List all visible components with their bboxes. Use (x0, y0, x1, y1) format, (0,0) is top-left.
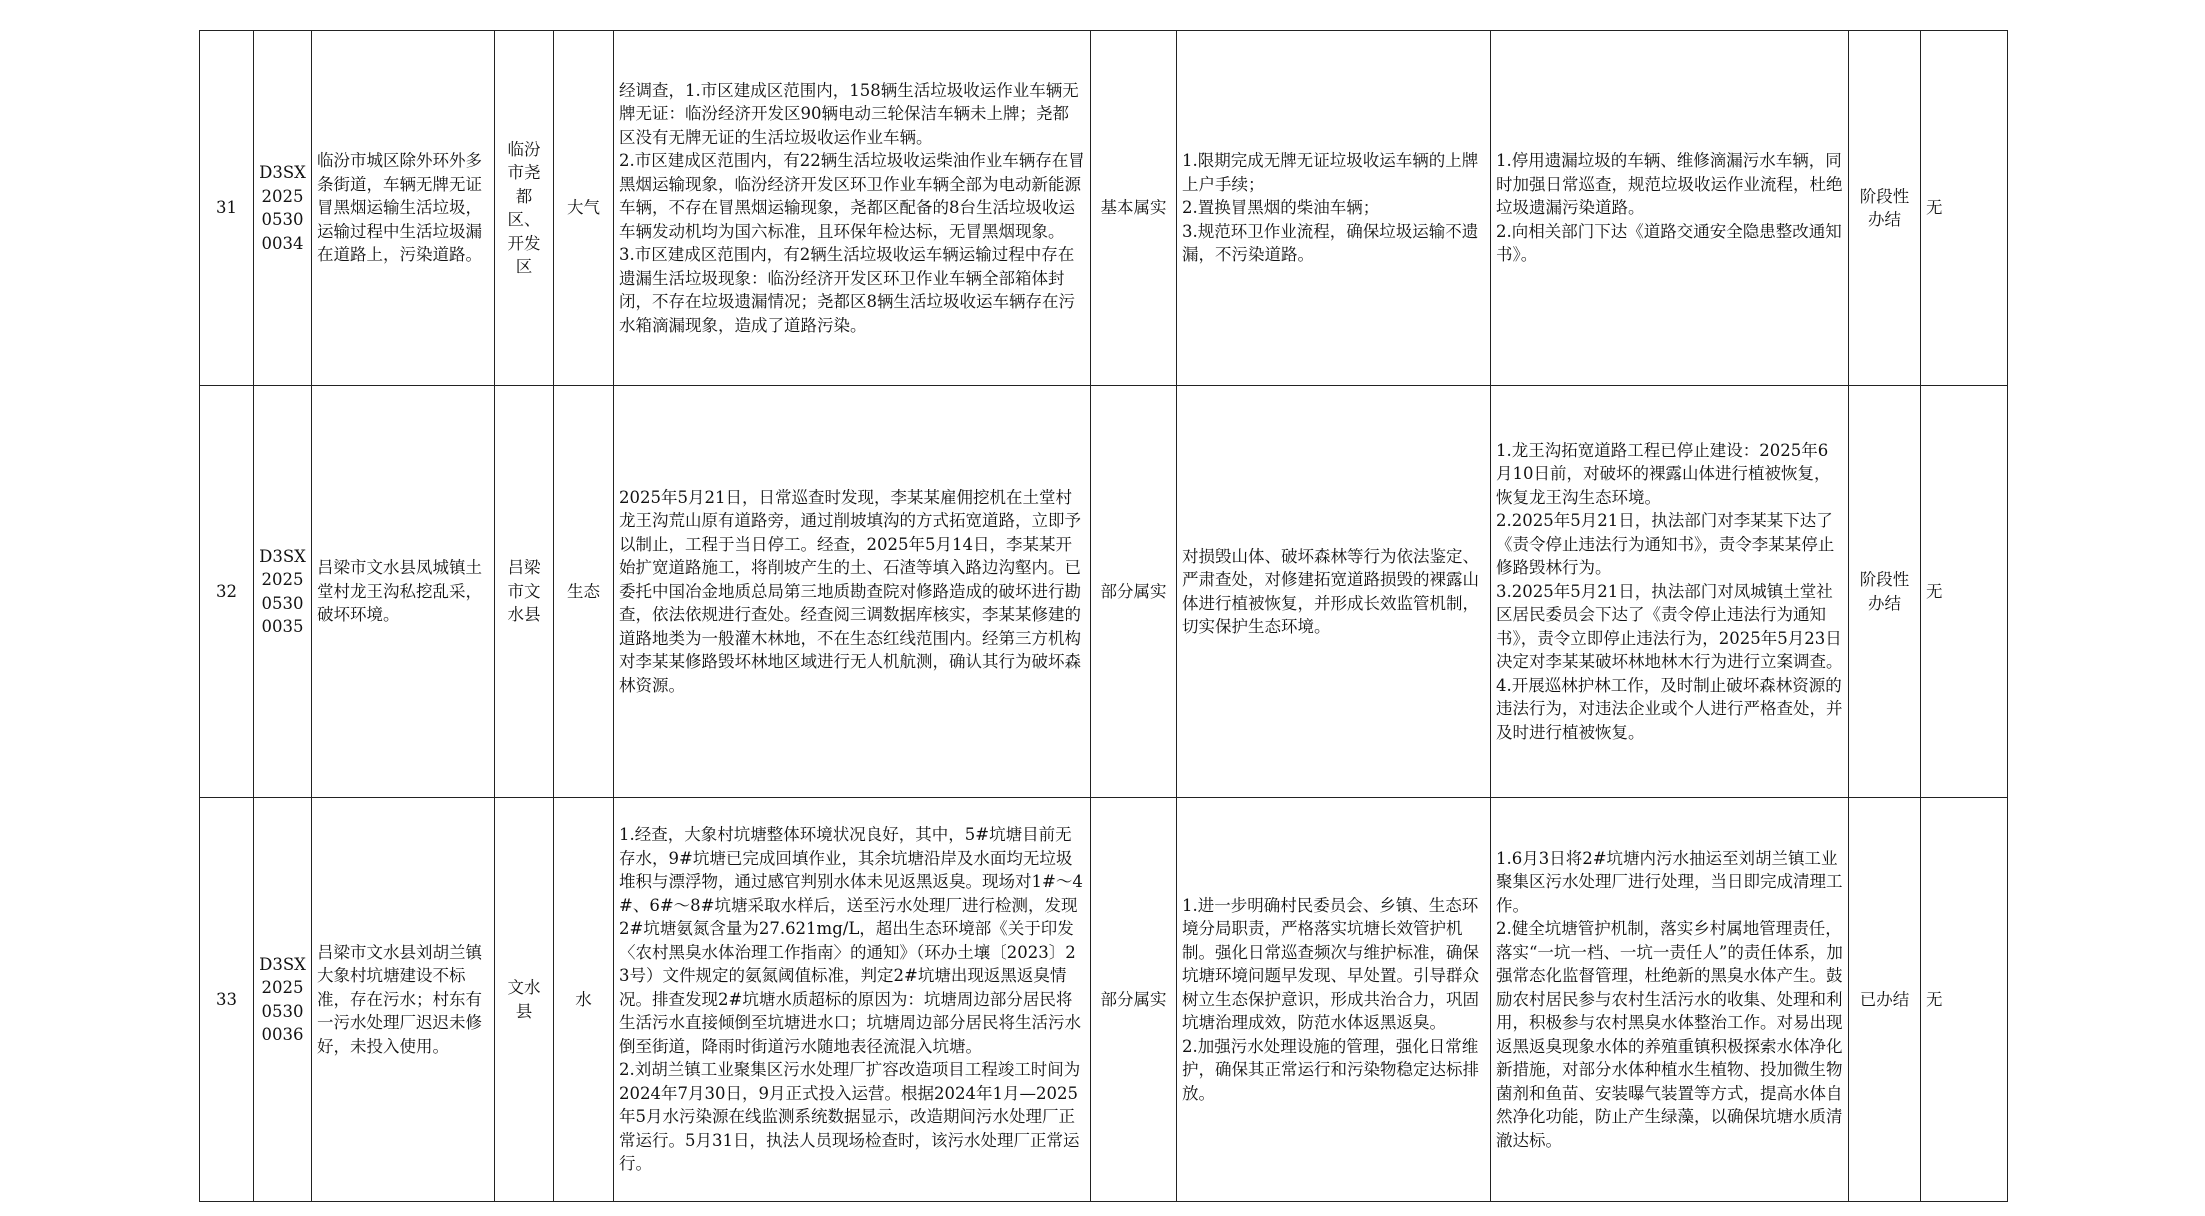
verdict: 部分属实 (1091, 798, 1177, 1202)
table-row (200, 386, 2008, 798)
investigation-paragraph: 2025年5月21日，日常巡查时发现，李某某雇佣挖机在土堂村龙王沟荒山原有道路旁，通过削坡填沟的方式拓宽道路，立即予以制止，工程于当日停工。经查，2025年5月14日，李某某开始扩宽道路施工，将削坡产生的土、石渣等填入路边沟壑内。已委托中国冶金地质总局第三地质勘查院对修路造成的破坏进行勘查，依法依规进行查处。经查阅三调数据库核实，李某某修建的道路地类为一般灌木林地，不在生态红线范围内。经第三方机构对李某某修路毁坏林地区域进行无人机航测，确认其行为破坏森林资源。 (619, 487, 1081, 695)
table-row (200, 798, 2008, 1202)
accountability: 无 (1921, 31, 2008, 386)
accountability: 无 (1921, 798, 2008, 1202)
region: 吕梁市文水县 (495, 386, 554, 798)
investigation-cell (614, 31, 1091, 386)
complaint-content: 吕梁市文水县凤城镇土堂村龙王沟私挖乱采，破坏环境。 (312, 386, 495, 798)
pollution-category: 水 (554, 798, 614, 1202)
measure-item: 1.限期完成无牌无证垃圾收运车辆的上牌上户手续； (1182, 151, 1479, 194)
region: 临汾市尧都区、开发区 (495, 31, 554, 386)
complaint-table (199, 30, 2008, 1202)
case-code: D3SX202505300034 (254, 31, 312, 386)
row-number: 32 (200, 386, 254, 798)
investigation-paragraph: 2.刘胡兰镇工业聚集区污水处理厂扩容改造项目工程竣工时间为2024年7月30日，9月正式投入运营。根据2024年1月—2025年5月水污染源在线监测系统数据显示，改造期间污水处理厂正常运行。5月31日，执法人员现场检查时，该污水处理厂正常运行。 (619, 1060, 1081, 1174)
result-item: 3.2025年5月21日，执法部门对凤城镇土堂社区居民委员会下达了《责令停止违法行为通知书》，责令立即停止违法行为，2025年5月23日决定对李某某破坏林地林木行为进行立案调查。 (1496, 581, 1843, 672)
results-cell (1491, 31, 1849, 386)
result-item: 4.开展巡林护林工作，及时制止破坏森林资源的违法行为，对违法企业或个人进行严格查处，并及时进行植被恢复。 (1496, 675, 1843, 742)
status: 阶段性办结 (1849, 31, 1921, 386)
verdict: 基本属实 (1091, 31, 1177, 386)
investigation-paragraph: 2.市区建成区范围内，有22辆生活垃圾收运柴油作业车辆存在冒黑烟运输现象，临汾经济开发区环卫作业车辆全部为电动新能源车辆，不存在冒黑烟运输现象，尧都区配备的8台生活垃圾收运车辆发动机均为国六标准，且环保年检达标，无冒黑烟现象。 (619, 151, 1085, 241)
investigation-cell (614, 386, 1091, 798)
measures-cell (1177, 386, 1491, 798)
results-cell (1491, 798, 1849, 1202)
case-code: D3SX202505300036 (254, 798, 312, 1202)
case-code: D3SX202505300035 (254, 386, 312, 798)
investigation-paragraph: 经调查，1.市区建成区范围内，158辆生活垃圾收运作业车辆无牌无证：临汾经济开发区90辆电动三轮保洁车辆未上牌；尧都区没有无牌无证的生活垃圾收运作业车辆。 (619, 80, 1079, 147)
result-item: 2.2025年5月21日，执法部门对李某某下达了《责令停止违法行为通知书》，责令李某某停止修路毁林行为。 (1496, 511, 1835, 578)
status: 阶段性办结 (1849, 386, 1921, 798)
measure-item: 3.规范环卫作业流程，确保垃圾运输不遗漏，不污染道路。 (1182, 221, 1479, 265)
investigation-paragraph: 1.经查，大象村坑塘整体环境状况良好，其中，5#坑塘目前无存水，9#坑塘已完成回填作业，其余坑塘沿岸及水面均无垃圾堆积与漂浮物，通过感官判别水体未见返黑返臭。现场对1#～4#、6#～8#坑塘采取水样后，送至污水处理厂进行检测，发现2#坑塘氨氮含量为27.621mg/L，超出生态环境部《关于印发〈农村黑臭水体治理工作指南〉的通知》（环办土壤〔2023〕23号）文件规定的氨氮阈值标准，判定2#坑塘出现返黑返臭情况。排查发现2#坑塘水质超标的原因为：坑塘周边部分居民将生活污水直接倾倒至坑塘进水口；坑塘周边部分居民将生活污水倒至街道，降雨时街道污水随地表径流混入坑塘。 (619, 825, 1083, 1056)
measure-item: 1.进一步明确村民委员会、乡镇、生态环境分局职责，严格落实坑塘长效管护机制。强化日常巡查频次与维护标准，确保坑塘环境问题早发现、早处置。引导群众树立生态保护意识，形成共治合力，巩固坑塘治理成效，防范水体返黑返臭。 (1182, 895, 1479, 1033)
complaint-content: 临汾市城区除外环外多条街道，车辆无牌无证冒黑烟运输生活垃圾，运输过程中生活垃圾漏在道路上，污染道路。 (312, 31, 495, 386)
measure-item: 2.置换冒黑烟的柴油车辆； (1182, 198, 1380, 218)
pollution-category: 大气 (554, 31, 614, 386)
pollution-category: 生态 (554, 386, 614, 798)
row-number: 31 (200, 31, 254, 386)
verdict: 部分属实 (1091, 386, 1177, 798)
measures-cell (1177, 798, 1491, 1202)
investigation-paragraph: 3.市区建成区范围内，有2辆生活垃圾收运车辆运输过程中存在遗漏生活垃圾现象：临汾经济开发区环卫作业车辆全部箱体封闭，不存在垃圾遗漏情况；尧都区8辆生活垃圾收运车辆存在污水箱滴漏现象，造成了道路污染。 (619, 245, 1075, 335)
measure-item: 对损毁山体、破坏森林等行为依法鉴定、严肃查处，对修建拓宽道路损毁的裸露山体进行植被恢复，并形成长效监管机制，切实保护生态环境。 (1182, 546, 1479, 636)
result-item: 1.龙王沟拓宽道路工程已停止建设：2025年6月10日前，对破坏的裸露山体进行植被恢复，恢复龙王沟生态环境。 (1496, 440, 1831, 507)
result-item: 1.6月3日将2#坑塘内污水抽运至刘胡兰镇工业聚集区污水处理厂进行处理，当日即完成清理工作。 (1496, 848, 1843, 915)
result-item: 2.向相关部门下达《道路交通安全隐患整改通知书》。 (1496, 221, 1842, 265)
measures-cell (1177, 31, 1491, 386)
investigation-cell (614, 798, 1091, 1202)
complaint-content: 吕梁市文水县刘胡兰镇大象村坑塘建设不标准，存在污水；村东有一污水处理厂迟迟未修好，未投入使用。 (312, 798, 495, 1202)
result-item: 2.健全坑塘管护机制，落实乡村属地管理责任，落实“一坑一档、一坑一责任人”的责任体系，加强常态化监督管理，杜绝新的黑臭水体产生。鼓励农村居民参与农村生活污水的收集、处理和利用，积极参与农村黑臭水体整治工作。对易出现返黑返臭现象水体的养殖重镇积极探索水体净化新措施，对部分水体种植水生植物、投加微生物菌剂和鱼苗、安装曝气装置等方式，提高水体自然净化功能，防止产生绿藻，以确保坑塘水质清澈达标。 (1496, 919, 1843, 1150)
accountability: 无 (1921, 386, 2008, 798)
row-number: 33 (200, 798, 254, 1202)
results-cell (1491, 386, 1849, 798)
measure-item: 2.加强污水处理设施的管理，强化日常维护，确保其正常运行和污染物稳定达标排放。 (1182, 1036, 1479, 1103)
table-row (200, 31, 2008, 386)
result-item: 1.停用遗漏垃圾的车辆、维修滴漏污水车辆，同时加强日常巡查，规范垃圾收运作业流程，杜绝垃圾遗漏污染道路。 (1496, 151, 1843, 218)
status: 已办结 (1849, 798, 1921, 1202)
region: 文水县 (495, 798, 554, 1202)
